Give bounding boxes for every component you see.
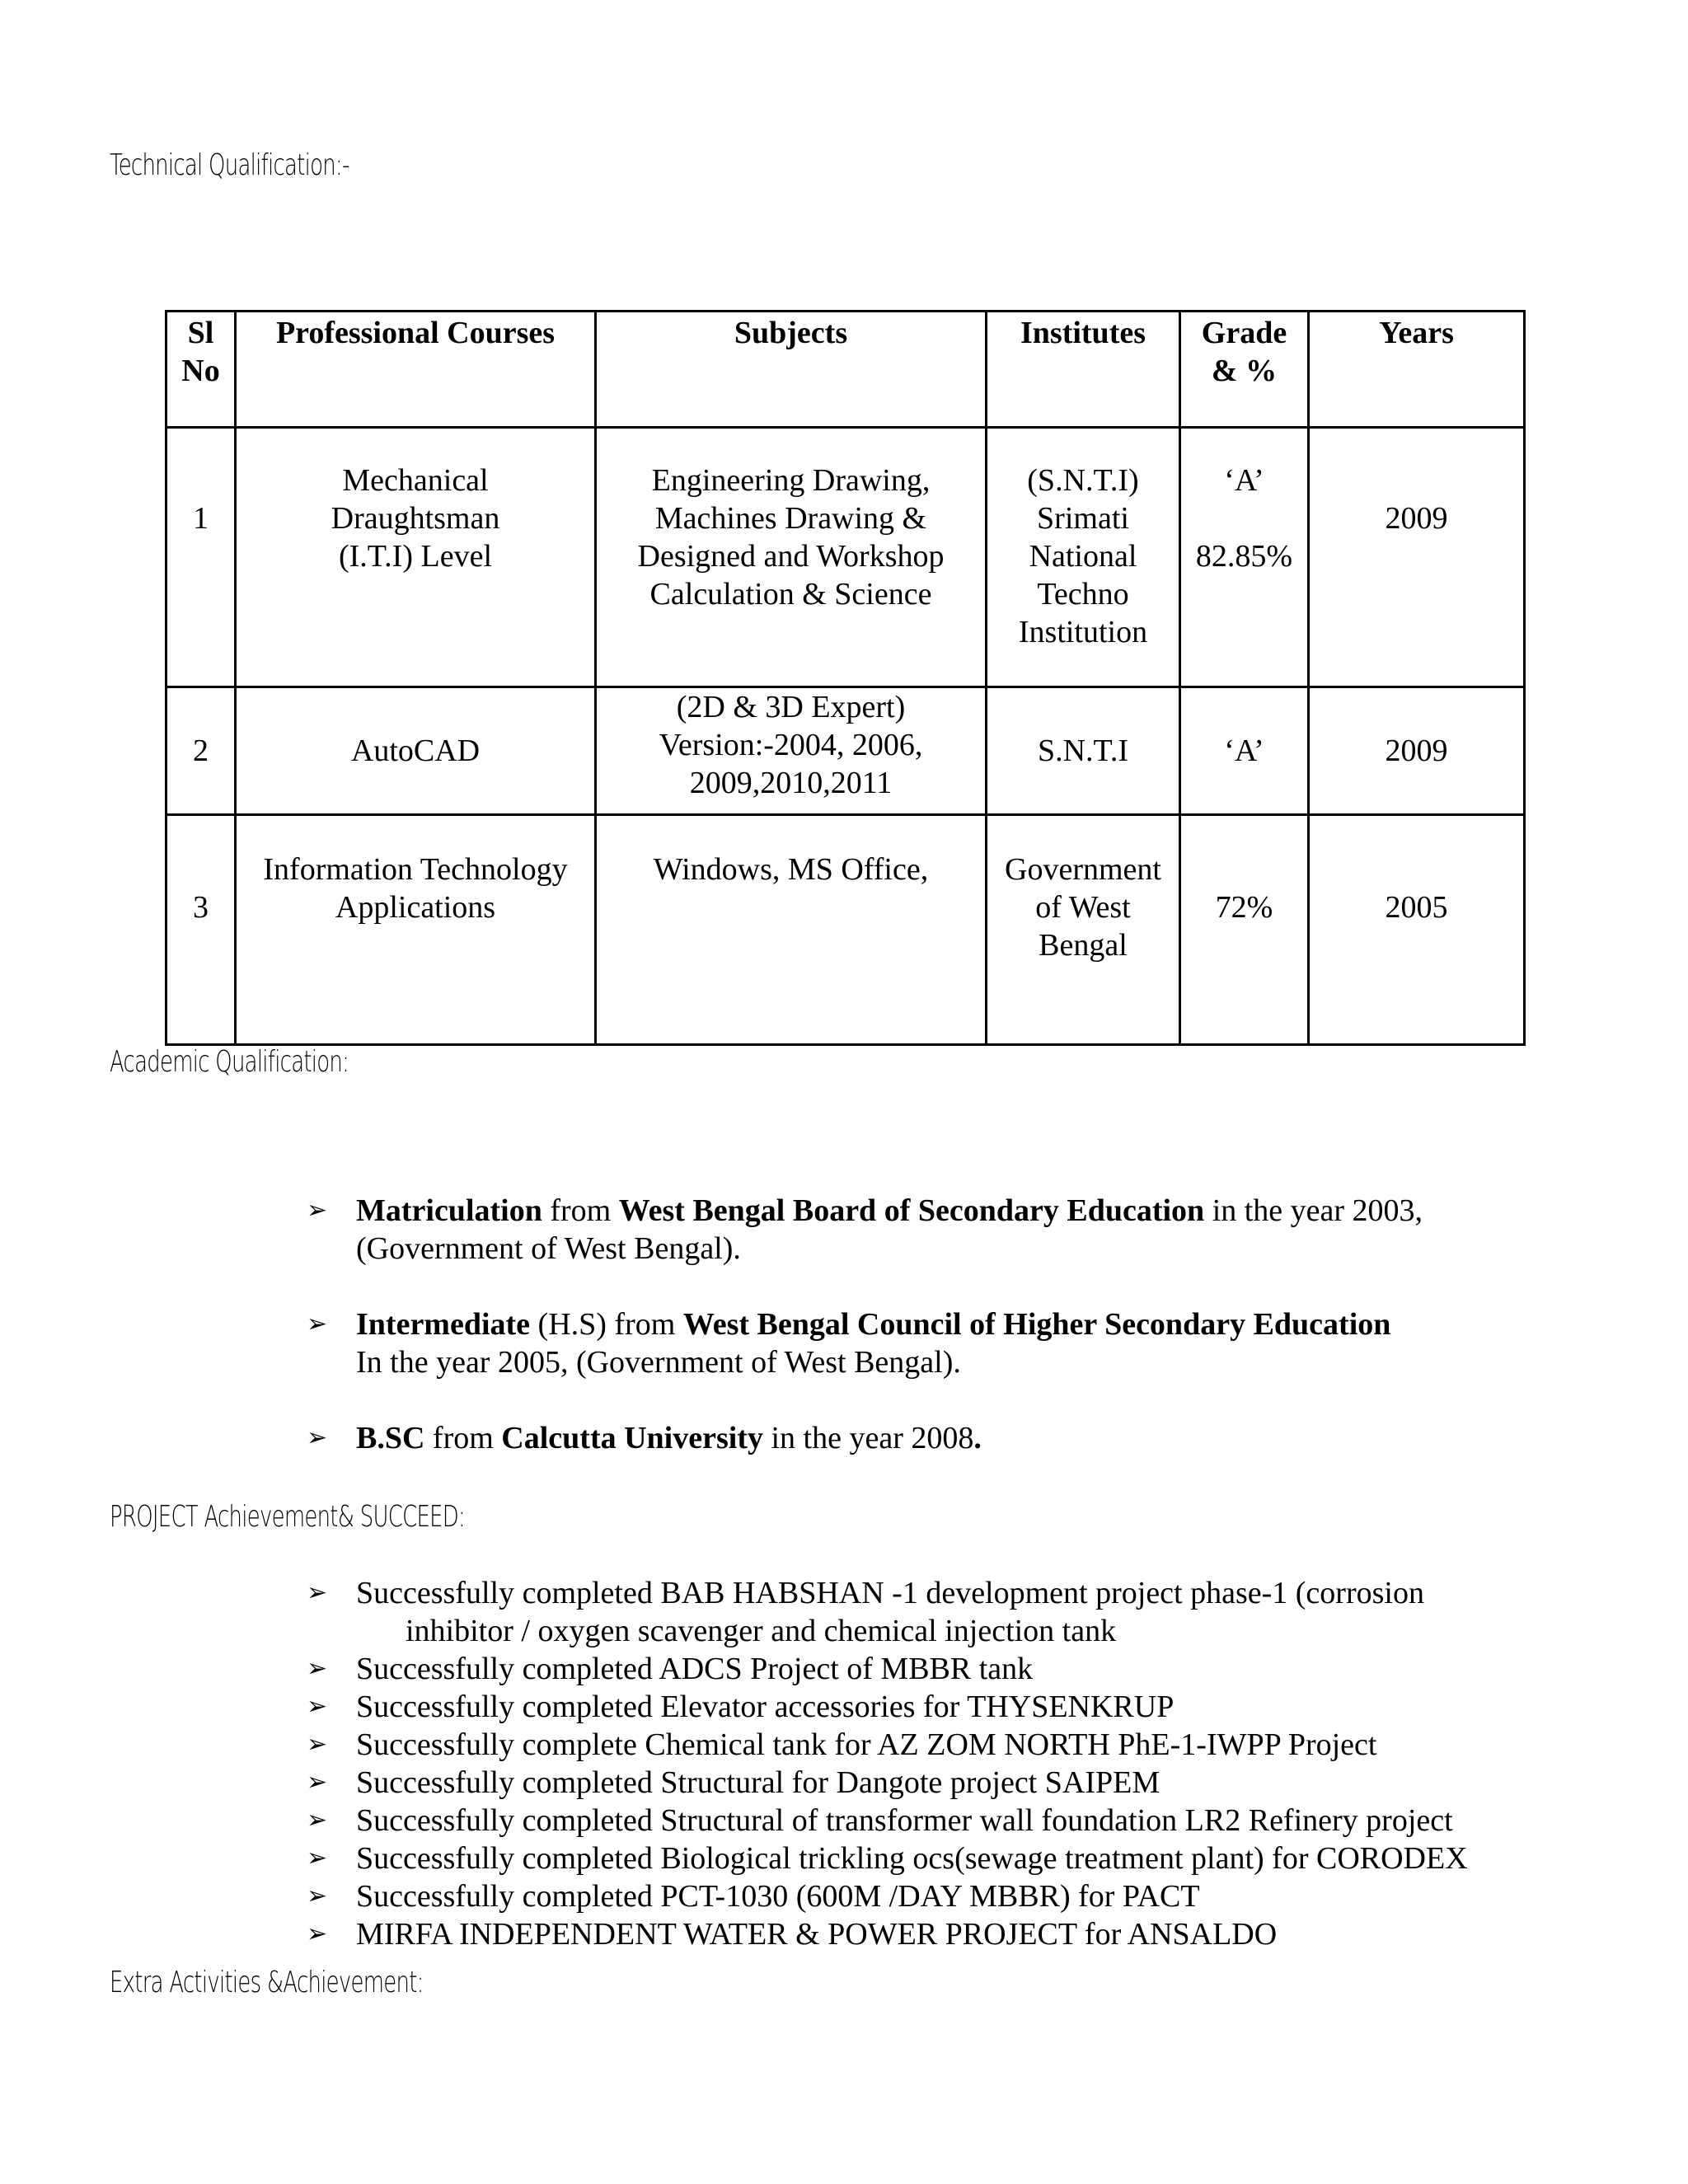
list-item: ➢ Matriculation from West Bengal Board of Secondary Education in the year 2003, (Government of West Bengal). [307, 1193, 1423, 1266]
arrowhead-bullet-icon: ➢ [307, 1919, 328, 1948]
cell-subjects: (2D & 3D Expert) Version:-2004, 2006, 2009,2010,2011 [596, 687, 987, 815]
cell-grade: 72% [1180, 815, 1309, 1045]
cell-sl: 1 [166, 428, 236, 687]
arrowhead-bullet-icon: ➢ [307, 1730, 328, 1759]
list-item: ➢ B.SC from Calcutta University in the year 2008. [307, 1421, 982, 1455]
extra-activities-heading: Extra Activities &Achievement: [110, 1966, 424, 1999]
technical-qualification-table [165, 310, 1526, 1046]
list-item: ➢ Intermediate (H.S) from West Bengal Council of Higher Secondary Education In the year 2005, (Government of West Bengal). [307, 1307, 1391, 1380]
table-row [166, 687, 1525, 815]
arrowhead-bullet-icon: ➢ [307, 1806, 328, 1835]
cell-course: AutoCAD [236, 687, 596, 815]
cell-sl: 3 [166, 815, 236, 1045]
table-row [166, 815, 1525, 1045]
list-item: ➢ Successfully completed Structural of transformer wall foundation LR2 Refinery project [307, 1803, 1453, 1838]
header-sl-no: Sl No [166, 312, 236, 428]
header-subjects: Subjects [596, 312, 987, 428]
list-item: ➢ Successfully completed Structural for Dangote project SAIPEM [307, 1765, 1160, 1800]
list-item: ➢ Successfully complete Chemical tank for AZ ZOM NORTH PhE-1-IWPP Project [307, 1727, 1377, 1762]
cell-year: 2009 [1309, 687, 1525, 815]
arrowhead-bullet-icon: ➢ [307, 1654, 328, 1683]
arrowhead-bullet-icon: ➢ [307, 1882, 328, 1910]
cell-course: Information Technology Applications [236, 815, 596, 1045]
list-item: ➢ Successfully completed ADCS Project of MBBR tank [307, 1652, 1034, 1686]
academic-qualification-list [307, 1192, 1423, 1495]
arrowhead-bullet-icon: ➢ [307, 1578, 328, 1607]
arrowhead-bullet-icon: ➢ [307, 1768, 328, 1797]
arrowhead-bullet-icon: ➢ [307, 1692, 328, 1721]
table-header-row [166, 312, 1525, 428]
cell-course: Mechanical Draughtsman (I.T.I) Level [236, 428, 596, 687]
arrowhead-bullet-icon: ➢ [307, 1423, 328, 1452]
header-professional-courses: Professional Courses [236, 312, 596, 428]
arrowhead-bullet-icon: ➢ [307, 1310, 328, 1338]
project-achievement-list [307, 1574, 1468, 1953]
list-item: ➢ Successfully completed Biological trickling ocs(sewage treatment plant) for CORODEX [307, 1841, 1468, 1876]
cell-grade: ‘A’ 82.85% [1180, 428, 1309, 687]
header-grade: Grade & % [1180, 312, 1309, 428]
list-item: ➢ Successfully completed Elevator accessories for THYSENKRUP [307, 1690, 1175, 1724]
cell-subjects: Windows, MS Office, [596, 815, 987, 1045]
cell-sl: 2 [166, 687, 236, 815]
cell-grade: ‘A’ [1180, 687, 1309, 815]
header-years: Years [1309, 312, 1525, 428]
cell-institute: Government of West Bengal [987, 815, 1180, 1045]
list-item: ➢ Successfully completed PCT-1030 (600M /DAY MBBR) for PACT [307, 1879, 1200, 1914]
technical-qualification-heading: Technical Qualification:- [110, 148, 349, 182]
cell-institute: (S.N.T.I) Srimati National Techno Institution [987, 428, 1180, 687]
list-item: ➢ Successfully completed BAB HABSHAN -1 development project phase-1 (corrosion inhibitor / oxygen scavenger and chemical injection tank [307, 1576, 1424, 1648]
cell-subjects: Engineering Drawing, Machines Drawing & Designed and Workshop Calculation & Science [596, 428, 987, 687]
arrowhead-bullet-icon: ➢ [307, 1844, 328, 1872]
table-row [166, 428, 1525, 687]
cell-year: 2005 [1309, 815, 1525, 1045]
header-institutes: Institutes [987, 312, 1180, 428]
arrowhead-bullet-icon: ➢ [307, 1196, 328, 1225]
project-achievement-heading: PROJECT Achievement& SUCCEED: [110, 1500, 466, 1534]
cell-year: 2009 [1309, 428, 1525, 687]
academic-qualification-heading: Academic Qualification: [110, 1045, 349, 1079]
list-item: ➢ MIRFA INDEPENDENT WATER & POWER PROJECT for ANSALDO [307, 1917, 1278, 1952]
cell-institute: S.N.T.I [987, 687, 1180, 815]
